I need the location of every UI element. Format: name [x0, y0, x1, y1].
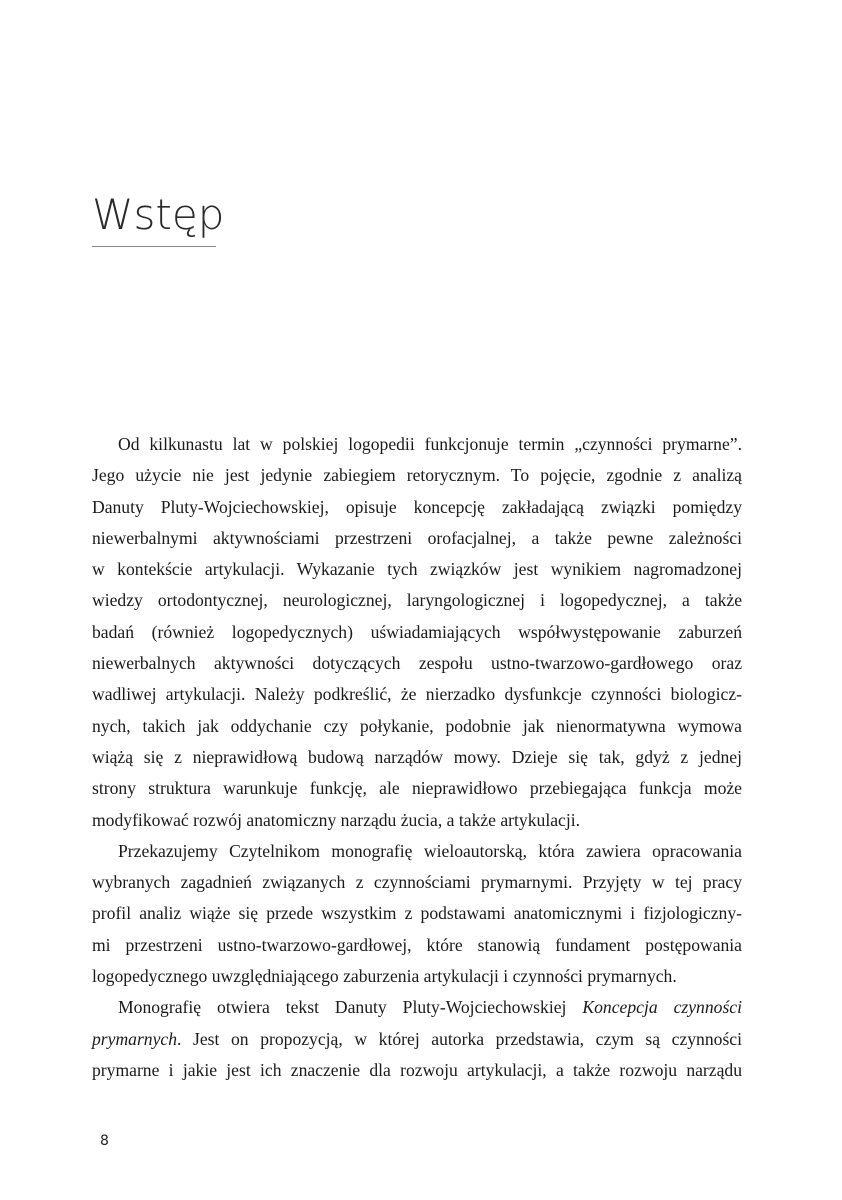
text-line [92, 992, 742, 1023]
text-line: Danuty Pluty-Wojciechowskiej, opisuje koncepcję zakładającą związki pomiędzy [92, 496, 742, 517]
text-line: wybranych zagadnień związanych z czynnościami prymarnymi. Przyjęty w tej pracy [92, 872, 742, 893]
text-line: Przekazujemy Czytelnikom monografię wieloautorską, która zawiera opracowania [118, 840, 742, 861]
text-line: profil analiz wiąże się przede wszystkim z podstawami anatomicznymi i fizjologiczny- [92, 903, 742, 924]
text-line: nych, takich jak oddychanie czy połykanie, podobnie jak nienormatywna wymowa [92, 715, 742, 736]
text-line: w kontekście artykulacji. Wykazanie tych związków jest wynikiem nagromadzonej [92, 559, 742, 580]
text-run: . Jest on propozycją, w której autorka przedstawia, czym są czynności [177, 1028, 742, 1049]
text-line: mi przestrzeni ustno-twarzowo-gardłowej, które stanowią fundament postępowania [92, 934, 742, 955]
text-line: wiedzy ortodontycznej, neurologicznej, laryngologicznej i logopedycznej, a także [92, 590, 742, 611]
text-line: niewerbalnymi aktywnościami przestrzeni orofacjalnej, a także pewne zależności [92, 527, 742, 548]
text-line: prymarne i jakie jest ich znaczenie dla rozwoju artykulacji, a także rozwoju narządu [92, 1059, 742, 1080]
body-text [92, 429, 742, 1086]
text-line: strony struktura warunkuje funkcję, ale nieprawidłowo przebiegająca funkcja może [92, 778, 742, 799]
book-title-italic: Koncepcja czynności [582, 997, 742, 1018]
chapter-heading: Wstęp [92, 190, 225, 239]
text-line: modyfikować rozwój anatomiczny narządu żucia, a także artykulacji. [92, 809, 581, 830]
text-line: badań (również logopedycznych) uświadamiających współwystępowanie zaburzeń [92, 621, 742, 642]
page-number: 8 [100, 1133, 109, 1149]
text-run: Monografię otwiera tekst Danuty Pluty-Wojciechowskiej [118, 997, 583, 1018]
text-line: wiążą się z nieprawidłową budową narządów mowy. Dzieje się tak, gdyż z jednej [92, 746, 742, 767]
text-line: Od kilkunastu lat w polskiej logopedii funkcjonuje termin „czynności prymarne”. [118, 434, 742, 454]
heading-underline [92, 246, 216, 247]
text-line [92, 1024, 742, 1055]
text-line: wadliwej artykulacji. Należy podkreślić, że nierzadko dysfunkcje czynności biologicz- [92, 684, 742, 705]
book-title-italic: prymarnych [92, 1028, 178, 1049]
text-line: niewerbalnych aktywności dotyczących zespołu ustno-twarzowo-gardłowego oraz [92, 653, 742, 674]
text-line: logopedycznego uwzględniającego zaburzenia artykulacji i czynności prymarnych. [92, 966, 677, 987]
text-line: Jego użycie nie jest jedynie zabiegiem retorycznym. To pojęcie, zgodnie z analizą [92, 465, 742, 486]
